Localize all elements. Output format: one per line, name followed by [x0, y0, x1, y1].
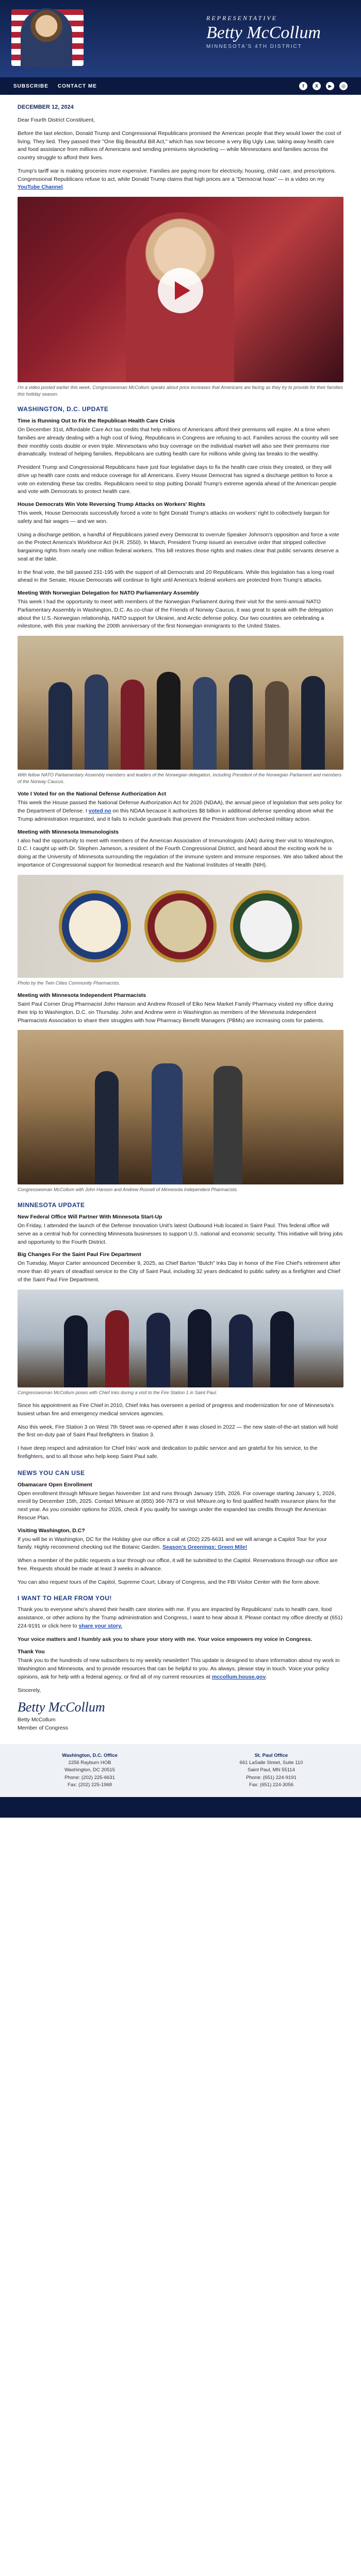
- medallion-2: [144, 890, 217, 962]
- website-link[interactable]: mccollum.house.gov: [211, 1673, 266, 1680]
- signer-title: Member of Congress: [18, 1725, 69, 1732]
- visiting-dc-text: If you will be in Washington, DC for the Holiday give our office a call at (202) 225-6631 and we will arrange a Capitol Tour for your family. Highly recommend checking out the Botanic Garden.: [18, 1536, 327, 1551]
- pharmacists-photo: [18, 1030, 343, 1184]
- health-care-p1: On December 31st, Affordable Care Act tax credits that help millions of Americans afford their premiums will expire. At a time when families are already dealing with a high cost of living, Republicans in Congress are refusing to act. Families across the country will see their monthly costs double or even triple. Minnesotans who buy coverage on the individual market will also see their premiums rise dramatically. Instead of helping families, Republicans are cutting health care for millions while giving tax breaks to the wealthy.: [18, 427, 339, 457]
- intro-paragraph-1: Before the last election, Donald Trump and Congressional Republicans promised the American people that they would lower the cost of living. They lied. They passed their "One Big Beautiful Bill Act," which has now become a very Big Ugly Law, taking away health care and food assistance from millions of Americans and sending premiums skyrocketing — while Minnesotans and families across the country struggle to afford their lives.: [18, 130, 341, 161]
- subscribe-link[interactable]: SUBSCRIBE: [13, 83, 48, 89]
- intro-text-2: Trump's tariff war is making groceries more expensive. Families are paying more for electricity, housing, child care, and prescriptions. Congressional Republicans refuse to act, while Donald Trump claims that high prices are a "Democrat hoax" — in a video on my: [18, 167, 336, 182]
- mn-office-line: 661 LaSalle Street, Suite 110: [239, 1760, 303, 1766]
- fire-chief-caption: Congresswoman McCollum poses with Chief Inks during a visit to the Fire Station 1 in Saint Paul.: [18, 1389, 218, 1395]
- youtube-channel-link[interactable]: YouTube Channel: [18, 184, 63, 191]
- news-heading: NEWS YOU CAN USE: [18, 1469, 85, 1477]
- ndaa-paragraph: [18, 799, 343, 823]
- pharmacists-caption: Congresswoman McCollum with John Hanson and Andrew Rossell of Minnesota Independent Pharmacists.: [18, 1187, 238, 1193]
- instagram-icon[interactable]: ◎: [339, 82, 348, 90]
- medallion-3: [230, 890, 302, 962]
- federal-office-subheading: New Federal Office Will Partner With Minnesota Start-Up: [18, 1214, 162, 1221]
- facebook-icon[interactable]: f: [299, 82, 307, 90]
- dc-office-line: Fax: (202) 225-1968: [67, 1782, 112, 1788]
- norway-paragraph: This week I had the opportunity to meet with members of the Norwegian Parliament during their visit for the semi-annual NATO Parliamentary Assembly in Washington, D.C. As co-chair of the Friends of Norway Caucus, it was great to speak with the delegation about the U.S.-Norwegian relationship, NATO support for Ukraine, and Arctic defense policy. Our two countries are celebrating a milestone, with this year marking the 200th anniversary of the first Norwegian immigrants to the United States.: [18, 599, 333, 630]
- mn-office: [199, 1752, 343, 1789]
- tours-other-paragraph: You can also request tours of the Capitol, Supreme Court, Library of Congress, and the FBI Visitor Center with the form above.: [18, 1579, 321, 1585]
- share-story-link[interactable]: share your story.: [78, 1622, 122, 1629]
- visiting-dc-paragraph: [18, 1536, 343, 1552]
- dc-office-title: Washington, D.C. Office: [62, 1752, 118, 1758]
- ornament-caption: Photo by the Twin Cities Community Pharmacists.: [18, 980, 120, 986]
- sign-off: Sincerely,: [18, 1687, 41, 1693]
- representative-portrait: [21, 8, 72, 67]
- health-care-subheading: Time is Running Out to Fix the Republican Health Care Crisis: [18, 418, 175, 425]
- ndaa-subheading: Vote I Voted for on the National Defense Authorization Act: [18, 791, 167, 798]
- immunologists-paragraph: I also had the opportunity to meet with members of the American Association of Immunologists (AAI) during their visit to Washington, D.C. I caught up with Dr. Stephen Jameson, a resident of the Fourth Congressional District, and heard about the exciting work he is doing at the University of Minnesota surrounding the regulation of the immune system and immune responses. We also talked about the importance of Congressional support for biomedical research and the National Institutes of Health (NIH).: [18, 837, 343, 868]
- thank-you-paragraph: Thank you to the hundreds of new subscribers to my weekly newsletter! This update is designed to share information about my work in Washington and Minnesota, and to provide resources that can be helpful to you. As always, please stay in touch. Voice your policy opinions, ask for help with a federal agency, or find all of my current resources at mccollum.house.gov.: [18, 1657, 340, 1680]
- federal-office-paragraph: On Friday, I attended the launch of the Defense Innovation Unit's latest Outbound Hub located in Saint Paul. This federal office will serve as a central hub for connecting Minnesota businesses to support U.S. national and economic security. This initiative will bring jobs and opportunity to the Fourth District.: [18, 1223, 343, 1245]
- fire-chief-p1: Since his appointment as Fire Chief in 2010, Chief Inks has overseen a period of progress and modernization for one of Minnesota's busiest urban fire and emergency medical services agencies.: [18, 1402, 334, 1417]
- pharmacists-paragraph: Saint Paul Corner Drug Pharmacist John Hanson and Andrew Rossell of Elko New Market Family Pharmacy visited my office during their trip to Washington, D.C. on Thursday. John and Andrew were in Washington as members of the Minnesota Independent Pharmacists Association to share their struggles with how Pharmacy Benefit Managers (PBMs) are increasing costs for patients.: [18, 1001, 333, 1024]
- pharmacists-subheading: Meeting with Minnesota Independent Pharmacists: [18, 992, 146, 999]
- dc-office: [18, 1752, 162, 1789]
- social-links: [299, 82, 348, 90]
- fire-chief-p3: I have deep respect and admiration for Chief Inks' work and dedication to public service and am grateful for his service, to the firefighters, and to all those who help keep Saint Paul safe.: [18, 1445, 318, 1460]
- voice-paragraph: Your voice matters and I humbly ask you to share your story with me. Your voice empowers my voice in Congress.: [18, 1636, 313, 1642]
- thank-you-text: Thank you to the hundreds of new subscribers to my weekly newsletter! This update is designed to share information about my work in Washington and Minnesota, and to provide resources that can be helpful to you. As always, please stay in touch. Voice your policy opinions, ask for help with a federal agency, or find all of my current resources at: [18, 1657, 340, 1680]
- newsletter-body: [0, 95, 361, 1733]
- mn-office-line: Fax: (651) 224-3056: [249, 1782, 294, 1788]
- play-button[interactable]: [158, 268, 203, 313]
- video-caption: I'm a video posted earlier this week, Congresswoman McCollum speaks about price increases that Americans are facing as they try to provide for their families this holiday season.: [18, 385, 343, 397]
- rep-label: REPRESENTATIVE: [206, 14, 277, 22]
- play-icon: [175, 281, 190, 300]
- fire-department-paragraph: On Tuesday, Mayor Carter announced December 9, 2025, as Chief Barton "Butch" Inks Day in honor of the Fire Chief's retirement after more than 40 years of steadfast service to the City of Saint Paul, including 32 years dedicated to public safety as a firefighter and Chief of the Saint Paul Fire Department.: [18, 1260, 341, 1283]
- intro-paragraph-2: Trump's tariff war is making groceries more expensive. Families are paying more for electricity, housing, child care, and prescriptions. Congressional Republicans refuse to act, while Donald Trump claims that high prices are a "Democrat hoax" — in a video on my YouTube Channel.: [18, 167, 336, 191]
- dc-office-line: Phone: (202) 225-6631: [64, 1774, 115, 1781]
- youtube-icon[interactable]: ▶: [326, 82, 334, 90]
- open-enrollment-subheading: Obamacare Open Enrollment: [18, 1481, 92, 1488]
- norway-delegation-photo: [18, 636, 343, 770]
- greeting: Dear Fourth District Constituent,: [18, 117, 95, 123]
- footer-bar: [0, 1797, 361, 1818]
- workers-rights-subheading: House Democrats Win Vote Reversing Trump Attacks on Workers' Rights: [18, 501, 205, 508]
- medallion-1: [59, 890, 131, 962]
- contact-link[interactable]: CONTACT ME: [57, 83, 97, 89]
- norway-caption: With fellow NATO Parliamentary Assembly members and leaders of the Norwegian delegation, including President of the Norwegian Parliament and members of the Norway Caucus.: [18, 772, 342, 784]
- hear-heading: I WANT TO HEAR FROM YOU!: [18, 1595, 112, 1602]
- health-care-p2: President Trump and Congressional Republicans have just four legislative days to fix the health care crisis they created, or they will drive up health care costs and reduce coverage for all Americans. Every House Democrat has signed a discharge petition to force a vote on extending these tax credits. Republicans need to stop putting Donald Trump's extreme agenda ahead of the American people and vote with Democrats to protect health care.: [18, 464, 337, 495]
- immunologists-subheading: Meeting with Minnesota Immunologists: [18, 828, 119, 835]
- hear-paragraph: [18, 1606, 343, 1630]
- nav-bar: [0, 77, 361, 95]
- mn-office-title: St. Paul Office: [254, 1752, 288, 1758]
- washington-heading: WASHINGTON, D.C. UPDATE: [18, 405, 109, 413]
- header-banner: [0, 0, 361, 77]
- signer-block: [18, 1716, 343, 1733]
- ndaa-text-rest: on this NDAA because it authorizes $8 billion in additional defense spending above what the Trump administration requested, and it fails to include guardrails that prevent the President from unchecked military action.: [18, 808, 334, 822]
- open-enrollment-paragraph: Open enrollment through MNsure began November 1st and runs through January 15th, 2026. For coverage starting January 1, 2026, enroll by December 15th, 2025. Contact MNsure at (855) 366-7873 or visit MNsure.org to find qualified health insurance plans for the next year. As you consider options for 2026, check if you qualify for savings under the expanded tax credits through the American Rescue Plan.: [18, 1490, 336, 1521]
- voted-no-link[interactable]: voted no: [88, 808, 111, 815]
- brand-block: [206, 14, 351, 61]
- hear-text: Thank you to everyone who's shared their health care stories with me. If you are impacted by Republicans' cuts to health care, food assistance, or other actions by the Trump administration and Congress, I want to hear about it. Please contact my office directly at (651) 224-9191 or click here to: [18, 1606, 343, 1629]
- rep-name: Betty McCollum: [206, 23, 321, 42]
- greenings-link[interactable]: Season's Greenings: Green Mile!: [162, 1544, 248, 1551]
- dc-office-line: 2256 Rayburn HOB: [68, 1760, 111, 1766]
- newsletter-date: DECEMBER 12, 2024: [18, 104, 74, 110]
- dc-office-line: Washington, DC 20515: [64, 1767, 115, 1773]
- norway-subheading: Meeting With Norwegian Delegation for NATO Parliamentary Assembly: [18, 590, 199, 597]
- ndaa-text: This week the House passed the National Defense Authorization Act for 2026 (NDAA), the annual piece of legislation that sets policy for the Department of Defense. I: [18, 800, 342, 815]
- fire-chief-p2: Also this week, Fire Station 3 on West 7th Street was re-opened after it was closed in 2022 — the new state-of-the-art station will hold the first on-duty pair of Saint Paul firefighters in Station 3.: [18, 1423, 338, 1438]
- mn-office-line: Phone: (651) 224-9191: [246, 1774, 297, 1781]
- minnesota-heading: MINNESOTA UPDATE: [18, 1201, 85, 1209]
- thank-you-heading: Thank You: [18, 1649, 45, 1655]
- workers-rights-p1: This week, House Democrats successfully forced a vote to fight Donald Trump's attacks on workers' right to collectively bargain for safety and fair wages — and we won.: [18, 510, 330, 524]
- fire-department-subheading: Big Changes For the Saint Paul Fire Department: [18, 1251, 141, 1258]
- tours-paragraph: When a member of the public requests a tour through our office, it will be submitted to the Capitol. Reservations through our office are free. Requests should be made at least 3 weeks in advance.: [18, 1557, 338, 1572]
- footer-offices: [0, 1744, 361, 1797]
- ornament-photo: [18, 875, 343, 978]
- fire-chief-photo: [18, 1290, 343, 1387]
- district-label: MINNESOTA'S 4TH DISTRICT: [206, 44, 302, 49]
- mn-office-line: Saint Paul, MN 55114: [248, 1767, 295, 1773]
- workers-rights-p2: Using a discharge petition, a handful of Republicans joined every Democrat to overrule Speaker Johnson's opposition and force a vote on the Protect America's Workforce Act (H.R. 2550). In March, President Trump issued an executive order that stripped collective bargaining rights from nearly one million federal workers. This bill restores those rights and makes clear that public servants deserve a seat at the table.: [18, 531, 339, 562]
- x-icon[interactable]: X: [313, 82, 321, 90]
- workers-rights-p3: In the final vote, the bill passed 231-195 with the support of all Democrats and 20 Republicans. While this legislation has a long road ahead in the Senate, House Democrats will continue to fight until America's federal workers are protected from Trump's attacks.: [18, 569, 334, 584]
- signature: Betty McCollum: [18, 1700, 105, 1715]
- signer-name: Betty McCollum: [18, 1717, 56, 1723]
- visiting-dc-subheading: Visiting Washington, D.C?: [18, 1527, 85, 1534]
- video-thumbnail[interactable]: [18, 197, 343, 382]
